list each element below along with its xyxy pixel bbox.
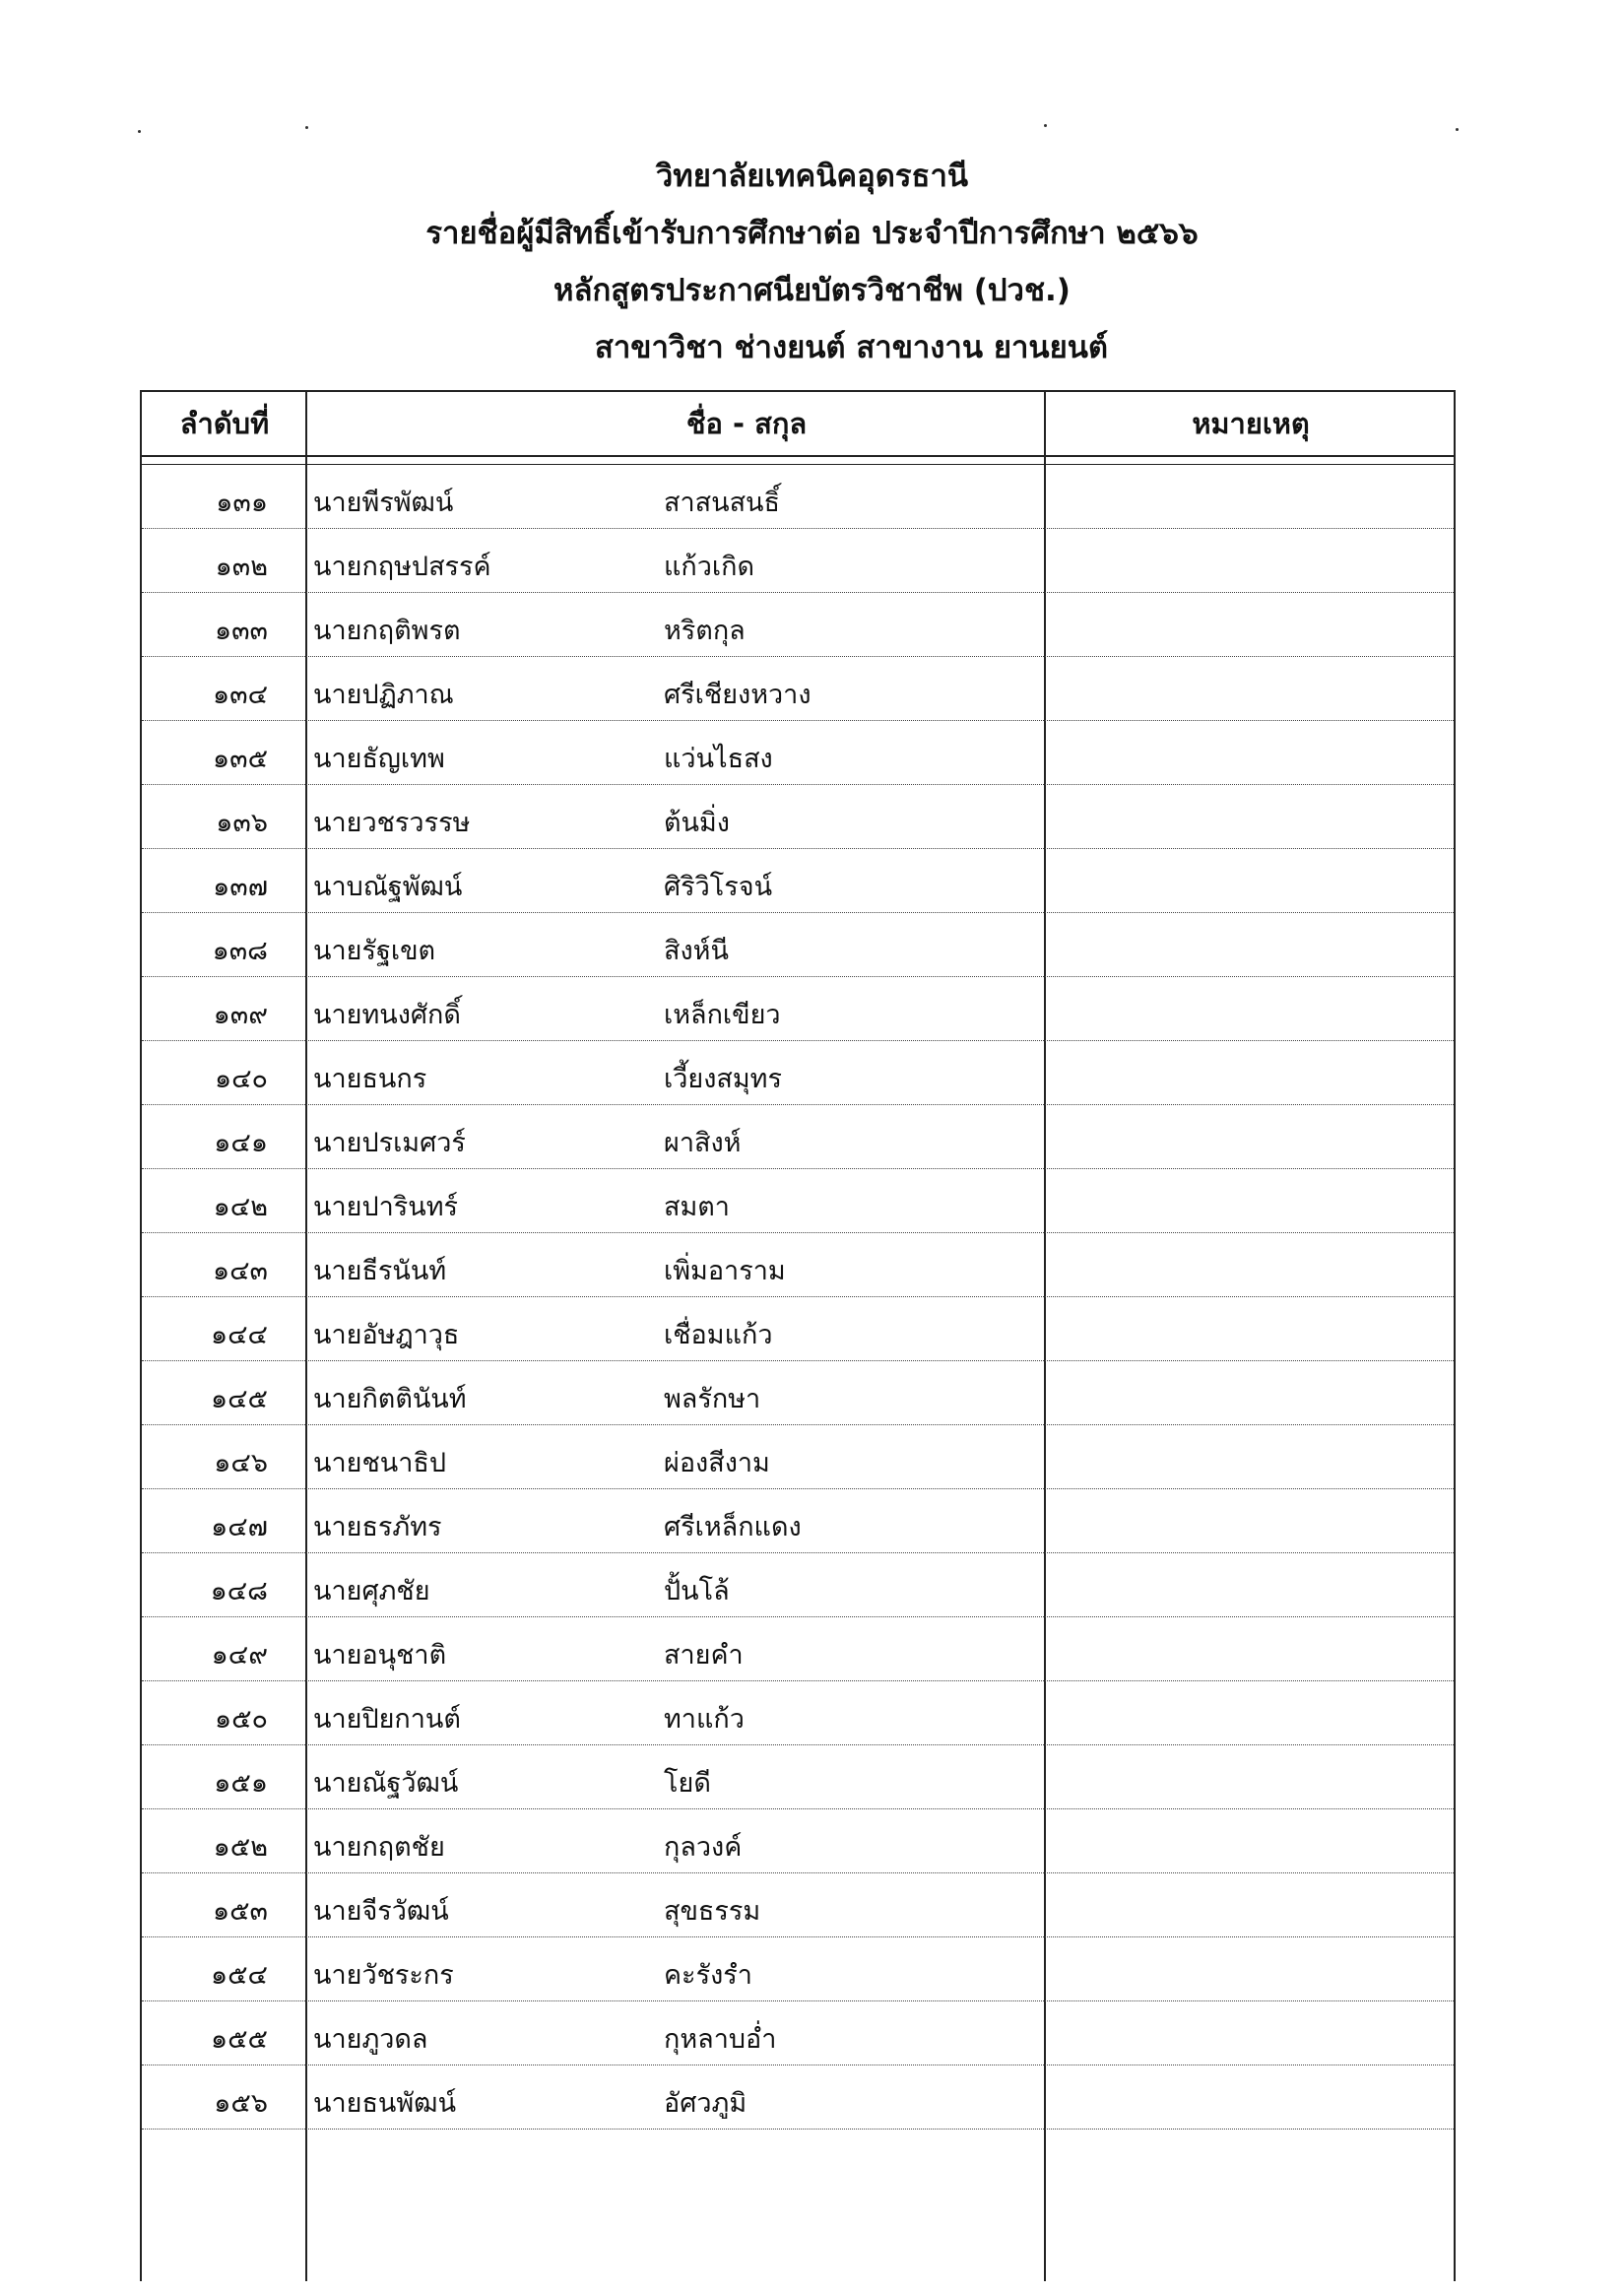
table-row	[142, 657, 1454, 721]
row-number: ๑๔๑	[214, 1128, 268, 1158]
row-number: ๑๓๓	[214, 616, 268, 646]
last-name: สุขธรรม	[664, 1896, 761, 1927]
last-name: กุหลาบอ่ำ	[664, 2024, 777, 2055]
table-row	[142, 1105, 1454, 1169]
table-header	[142, 392, 1454, 457]
last-name: หริตกุล	[664, 616, 746, 646]
last-name: สายคำ	[664, 1640, 744, 1671]
table-row	[142, 1745, 1454, 1809]
first-name: นายปฏิภาณ	[313, 680, 454, 710]
table-row	[142, 2065, 1454, 2130]
first-name: นายวัชระกร	[313, 1960, 454, 1991]
table-row	[142, 721, 1454, 785]
row-number: ๑๔๗	[211, 1512, 268, 1542]
row-number: ๑๕๖	[214, 2088, 268, 2119]
row-number: ๑๕๕	[210, 2024, 268, 2055]
row-number: ๑๕๐	[214, 1704, 268, 1735]
last-name: ศรีเชียงหวาง	[664, 680, 812, 710]
first-name: นายปรเมศวร์	[313, 1128, 466, 1158]
table-row	[142, 1361, 1454, 1425]
last-name: ต้นมิ่ง	[664, 808, 730, 838]
first-name: นายธนกร	[313, 1064, 427, 1094]
row-number: ๑๔๙	[211, 1640, 268, 1671]
last-name: สาสนสนธิ์	[664, 488, 780, 518]
row-number: ๑๔๕	[210, 1384, 268, 1414]
last-name: ผาสิงห์	[664, 1128, 742, 1158]
table-row	[142, 1617, 1454, 1681]
first-name: นายกฤติพรต	[313, 616, 461, 646]
table-row	[142, 1233, 1454, 1297]
row-number: ๑๔๐	[214, 1064, 268, 1094]
last-name: เหล็กเขียว	[664, 1000, 781, 1030]
table-row	[142, 1809, 1454, 1873]
first-name: นายกฤษปสรรค์	[313, 552, 491, 582]
first-name: นายปิยกานต์	[313, 1704, 461, 1735]
last-name: โยดี	[664, 1768, 711, 1799]
first-name: นายกิตตินันท์	[313, 1384, 467, 1414]
row-number: ๑๓๑	[216, 488, 268, 518]
table-row	[142, 1553, 1454, 1617]
column-header-name: ชื่อ - สกุล	[685, 407, 808, 440]
scan-speck	[1456, 128, 1459, 131]
first-name: นายศุภชัย	[313, 1576, 430, 1606]
table-row	[142, 977, 1454, 1041]
table-row	[142, 593, 1454, 657]
scan-speck	[1044, 124, 1047, 127]
first-name: นายชนาธิป	[313, 1448, 446, 1478]
last-name: เวี้ยงสมุทร	[664, 1064, 782, 1094]
table-row	[142, 1937, 1454, 2001]
table-row	[142, 1041, 1454, 1105]
field-title: สาขาวิชา ช่างยนต์ สาขางาน ยานยนต์	[594, 330, 1109, 365]
row-number: ๑๓๖	[216, 808, 268, 838]
last-name: สมตา	[664, 1192, 730, 1222]
last-name: สิงห์นี	[664, 936, 729, 966]
scan-speck	[305, 126, 308, 129]
row-number: ๑๔๒	[213, 1192, 268, 1222]
first-name: นายปารินทร์	[313, 1192, 458, 1222]
document-headings	[0, 148, 1624, 376]
table-row	[142, 529, 1454, 593]
table-row	[142, 1873, 1454, 1937]
last-name: กุลวงค์	[664, 1832, 743, 1863]
first-name: นายจีรวัฒน์	[313, 1896, 449, 1927]
column-header-no: ลำดับที่	[179, 407, 270, 440]
table-row	[142, 849, 1454, 913]
first-name: นายภูวดล	[313, 2024, 428, 2055]
last-name: ปั้นโล้	[664, 1576, 730, 1606]
first-name: นายทนงศักดิ์	[313, 1000, 461, 1030]
last-name: พลรักษา	[664, 1384, 761, 1414]
last-name: ผ่องสีงาม	[664, 1448, 770, 1478]
student-table	[140, 390, 1456, 2281]
first-name: นายอัษฎาวุธ	[313, 1320, 460, 1350]
first-name: นายธัญเทพ	[313, 744, 445, 774]
first-name: นาบณัฐพัฒน์	[313, 872, 463, 902]
row-number: ๑๓๔	[212, 680, 268, 710]
table-row	[142, 465, 1454, 529]
table-row	[142, 1489, 1454, 1553]
table-row	[142, 1169, 1454, 1233]
scan-speck	[138, 130, 141, 133]
row-number: ๑๔๖	[214, 1448, 268, 1478]
column-header-note: หมายเหตุ	[1192, 407, 1310, 440]
college-name: วิทยาลัยเทคนิคอุดรธานี	[655, 159, 969, 194]
last-name: แว่นไธสง	[664, 744, 773, 774]
row-number: ๑๓๒	[215, 552, 268, 582]
last-name: ทาแก้ว	[664, 1704, 745, 1735]
row-number: ๑๓๘	[212, 936, 268, 966]
list-title: รายชื่อผู้มีสิทธิ์เข้ารับการศึกษาต่อ ประจำปีการศึกษา ๒๕๖๖	[425, 216, 1199, 251]
first-name: นายพีรพัฒน์	[313, 488, 454, 518]
table-row	[142, 1297, 1454, 1361]
row-number: ๑๔๘	[210, 1576, 268, 1606]
table-row	[142, 913, 1454, 977]
row-number: ๑๔๔	[210, 1320, 268, 1350]
row-number: ๑๓๙	[213, 1000, 268, 1030]
row-number: ๑๕๑	[214, 1768, 268, 1799]
first-name: นายรัฐเขต	[313, 936, 436, 966]
row-number: ๑๕๔	[210, 1960, 268, 1991]
table-row	[142, 1425, 1454, 1489]
first-name: นายณัฐวัฒน์	[313, 1768, 459, 1799]
row-number: ๑๓๗	[213, 872, 268, 902]
row-number: ๑๕๓	[212, 1896, 268, 1927]
first-name: นายกฤตชัย	[313, 1832, 445, 1863]
last-name: ศิริวิโรจน์	[664, 872, 773, 902]
last-name: เชื่อมแก้ว	[664, 1320, 773, 1350]
last-name: ศรีเหล็กแดง	[664, 1512, 802, 1542]
table-row	[142, 2001, 1454, 2065]
table-row	[142, 785, 1454, 849]
row-number: ๑๕๒	[213, 1832, 268, 1863]
last-name: คะรังรำ	[664, 1960, 752, 1991]
row-number: ๑๔๓	[212, 1256, 268, 1286]
program-title: หลักสูตรประกาศนียบัตรวิชาชีพ (ปวช.)	[553, 273, 1071, 308]
first-name: นายธีรนันท์	[313, 1256, 447, 1286]
last-name: แก้วเกิด	[664, 552, 755, 582]
first-name: นายธรภัทร	[313, 1512, 442, 1542]
row-number: ๑๓๕	[212, 744, 268, 774]
header-spacer	[142, 457, 1454, 465]
last-name: เพิ่มอาราม	[664, 1256, 786, 1286]
first-name: นายธนพัฒน์	[313, 2088, 457, 2119]
first-name: นายวชรวรรษ	[313, 808, 471, 838]
first-name: นายอนุชาติ	[313, 1640, 447, 1671]
table-row	[142, 1681, 1454, 1745]
last-name: อัศวภูมิ	[664, 2088, 747, 2119]
